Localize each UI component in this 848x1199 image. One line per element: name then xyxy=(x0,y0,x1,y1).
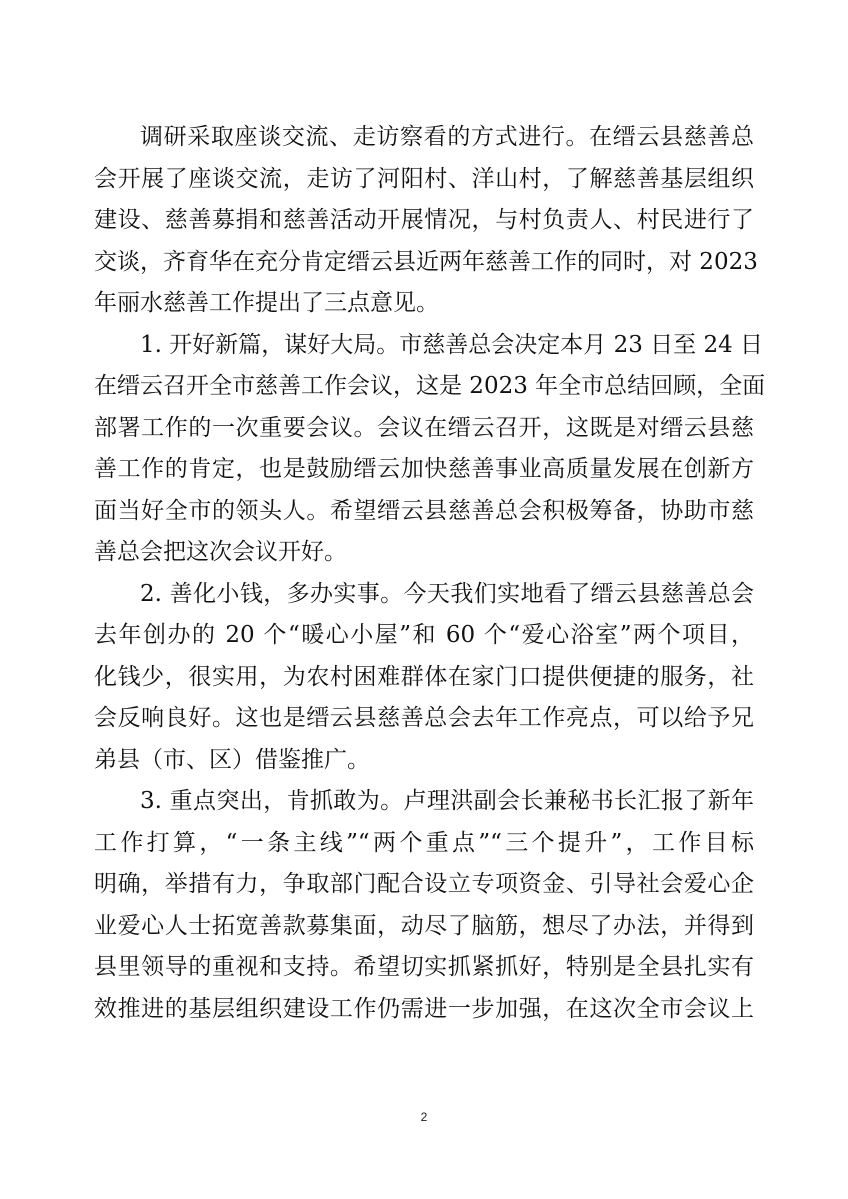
text-line: 工作打算，“一条主线”“两个重点”“三个提升”，工作目标 xyxy=(94,829,754,856)
text-line: 交谈，齐育华在充分肯定缙云县近两年慈善工作的同时，对 2023 xyxy=(94,248,758,275)
text-line: 年丽水慈善工作提出了三点意见。 xyxy=(94,290,439,316)
text-line: 会开展了座谈交流，走访了河阳村、洋山村，了解慈善基层组织 xyxy=(94,165,754,192)
text-line: 3. 重点突出，肯抓敢为。卢理洪副会长兼秘书长汇报了新年 xyxy=(140,788,754,814)
text-line: 建设、慈善募捐和慈善活动开展情况，与村负责人、村民进行了 xyxy=(94,207,754,233)
text-line: 1. 开好新篇，谋好大局。市慈善总会决定本月 23 日至 24 日 xyxy=(140,331,764,358)
text-line: 会反响良好。这也是缙云县慈善总会去年工作亮点，可以给予兄 xyxy=(94,705,754,731)
text-line: 调研采取座谈交流、走访察看的方式进行。在缙云县慈善总 xyxy=(140,124,754,150)
text-line: 业爱心人士拓宽善款募集面，动尽了脑筋，想尽了办法，并得到 xyxy=(94,912,754,939)
page-number: 2 xyxy=(420,1110,428,1124)
text-line: 明确，举措有力，争取部门配合设立专项资金、引导社会爱心企 xyxy=(94,871,754,897)
text-line: 2. 善化小钱，多办实事。今天我们实地看了缙云县慈善总会 xyxy=(140,580,754,607)
text-line: 善总会把这次会议开好。 xyxy=(94,539,347,565)
text-line: 善工作的肯定，也是鼓励缙云加快慈善事业高质量发展在创新方 xyxy=(94,456,754,482)
text-line: 在缙云召开全市慈善工作会议，这是 2023 年全市总结回顾，全面 xyxy=(94,373,766,399)
text-line: 县里领导的重视和支持。希望切实抓紧抓好，特别是全县扎实有 xyxy=(94,954,754,980)
text-line: 面当好全市的领头人。希望缙云县慈善总会积极筹备，协助市慈 xyxy=(94,497,754,524)
text-line: 弟县（市、区）借鉴推广。 xyxy=(94,746,370,773)
text-line: 去年创办的 20 个“暖心小屋”和 60 个“爱心浴室”两个项目， xyxy=(94,622,754,648)
text-line: 部署工作的一次重要会议。会议在缙云召开，这既是对缙云县慈 xyxy=(94,414,754,441)
text-line: 效推进的基层组织建设工作仍需进一步加强，在这次全市会议上 xyxy=(94,995,754,1022)
text-line: 化钱少，很实用，为农村困难群体在家门口提供便捷的服务，社 xyxy=(94,663,754,690)
body-text xyxy=(94,117,766,1030)
